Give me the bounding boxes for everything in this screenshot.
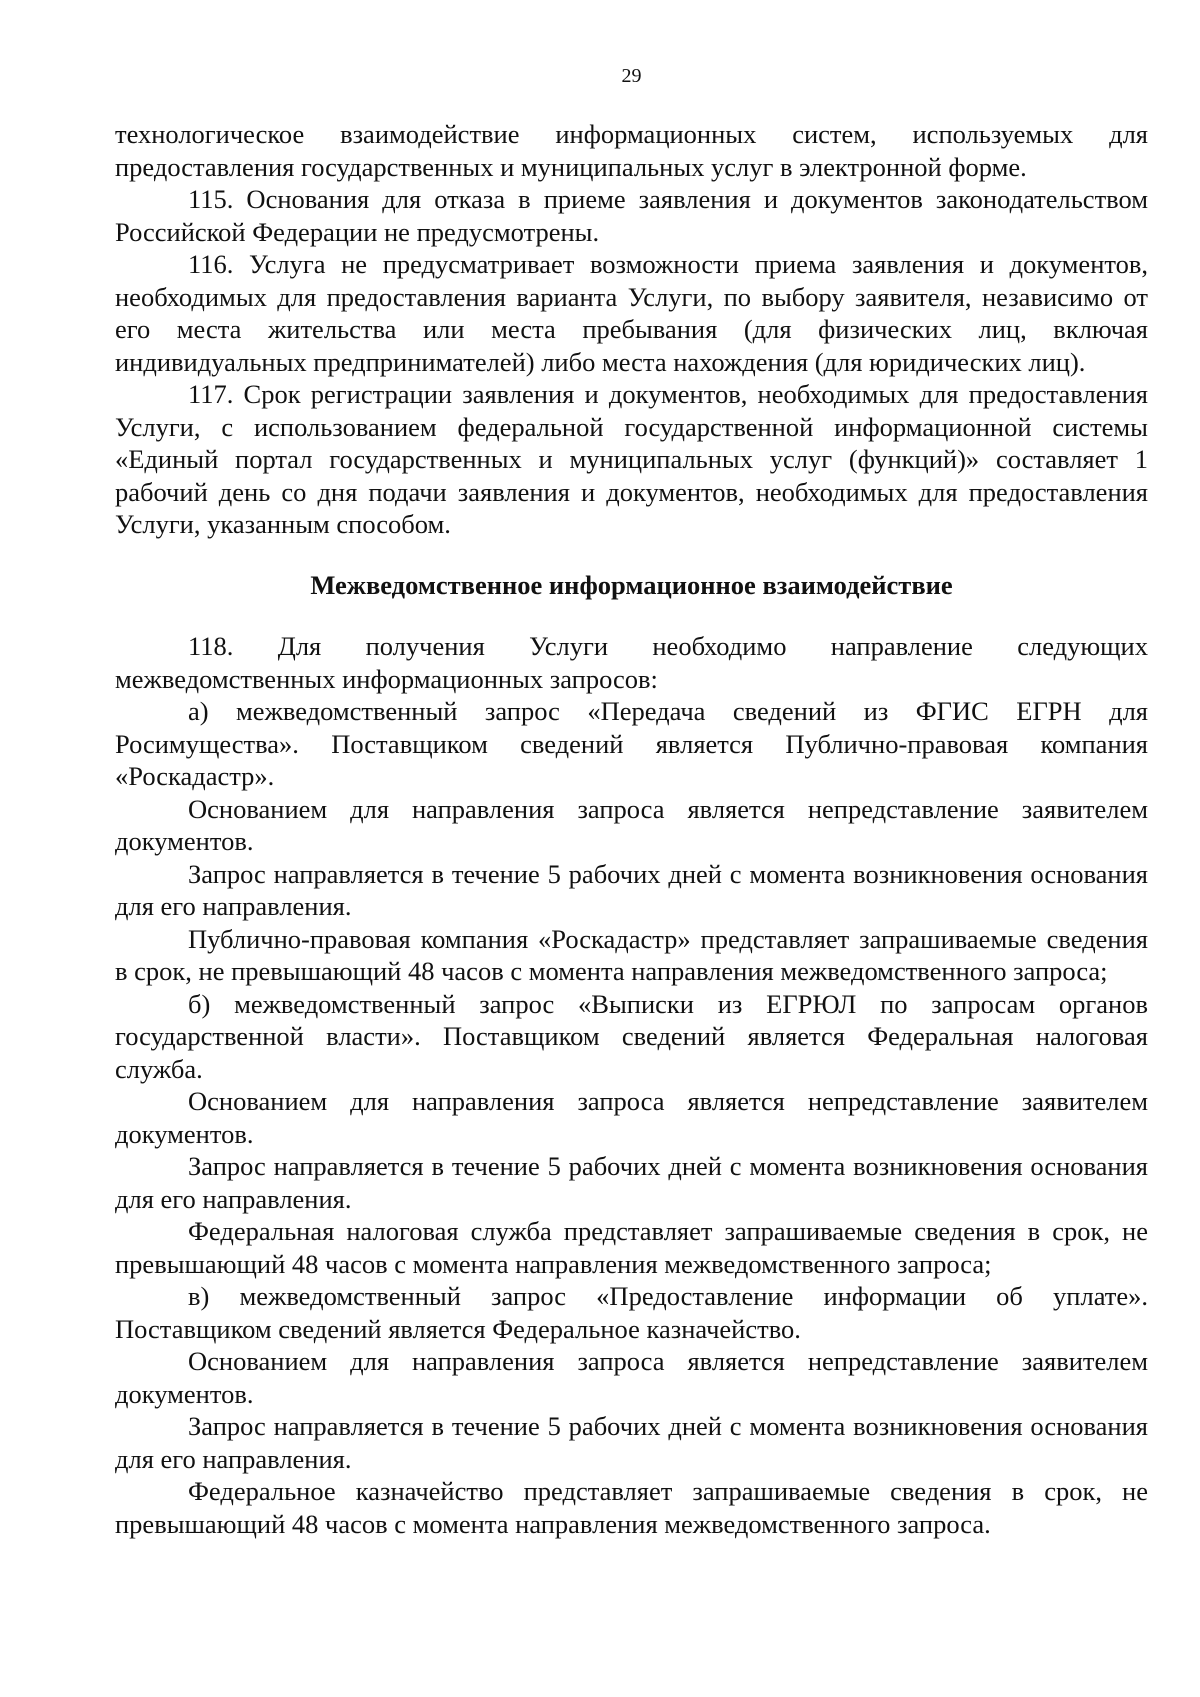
document-page xyxy=(115,64,1148,1540)
paragraph: Публично-правовая компания «Роскадастр» представляет запрашиваемые сведения в срок, не превышающий 48 часов с момента направления межведомственного запроса; xyxy=(115,923,1148,986)
paragraph-116: 116. Услуга не предусматривает возможности приема заявления и документов, необходимых для предоставления варианта Услуги, по выбору заявителя, независимо от его места жительства или места пребывания (для физических лиц, включая индивидуальных предпринимателей) либо места нахождения (для юридических лиц). xyxy=(115,249,1148,377)
paragraphs-top xyxy=(115,118,1148,541)
paragraph: Основанием для направления запроса является непредставление заявителем документов. xyxy=(115,1086,1148,1149)
paragraph: Федеральное казначейство представляет запрашиваемые сведения в срок, не превышающий 48 часов с момента направления межведомственного запроса. xyxy=(115,1476,1148,1539)
section-heading: Межведомственное информационное взаимодействие xyxy=(310,569,953,600)
paragraph: Основанием для направления запроса является непредставление заявителем документов. xyxy=(115,793,1148,856)
list-item-a: а) межведомственный запрос «Передача сведений из ФГИС ЕГРН для Росимущества». Поставщиком сведений является Публично-правовая компания «Роскадастр». xyxy=(115,696,1148,791)
list-item-v: в) межведомственный запрос «Предоставление информации об уплате». Поставщиком сведений является Федеральное казначейство. xyxy=(115,1281,1148,1344)
paragraph: Основанием для направления запроса является непредставление заявителем документов. xyxy=(115,1346,1148,1409)
paragraph-115: 115. Основания для отказа в приеме заявления и документов законодательством Российской Федерации не предусмотрены. xyxy=(115,184,1148,247)
paragraph: Федеральная налоговая служба представляет запрашиваемые сведения в срок, не превышающий 48 часов с момента направления межведомственного запроса; xyxy=(115,1216,1148,1279)
list-item-b: б) межведомственный запрос «Выписки из ЕГРЮЛ по запросам органов государственной власти». Поставщиком сведений является Федеральная налоговая служба. xyxy=(115,988,1148,1084)
paragraph-118: 118. Для получения Услуги необходимо направление следующих межведомственных информационных запросов: xyxy=(115,631,1148,694)
paragraph: Запрос направляется в течение 5 рабочих дней с момента возникновения основания для его направления. xyxy=(115,858,1148,921)
page-number: 29 xyxy=(621,65,642,87)
paragraph: технологическое взаимодействие информационных систем, используемых для предоставления государственных и муниципальных услуг в электронной форме. xyxy=(115,119,1148,182)
paragraph: Запрос направляется в течение 5 рабочих дней с момента возникновения основания для его направления. xyxy=(115,1151,1148,1214)
paragraphs-bottom xyxy=(115,630,1148,1540)
paragraph-117: 117. Срок регистрации заявления и документов, необходимых для предоставления Услуги, с использованием федеральной государственной информационной системы «Единый портал государственных и муниципальных услуг (функций)» составляет 1 рабочий день со дня подачи заявления и документов, необходимых для предоставления Услуги, указанным способом. xyxy=(115,379,1148,539)
paragraph: Запрос направляется в течение 5 рабочих дней с момента возникновения основания для его направления. xyxy=(115,1411,1148,1474)
